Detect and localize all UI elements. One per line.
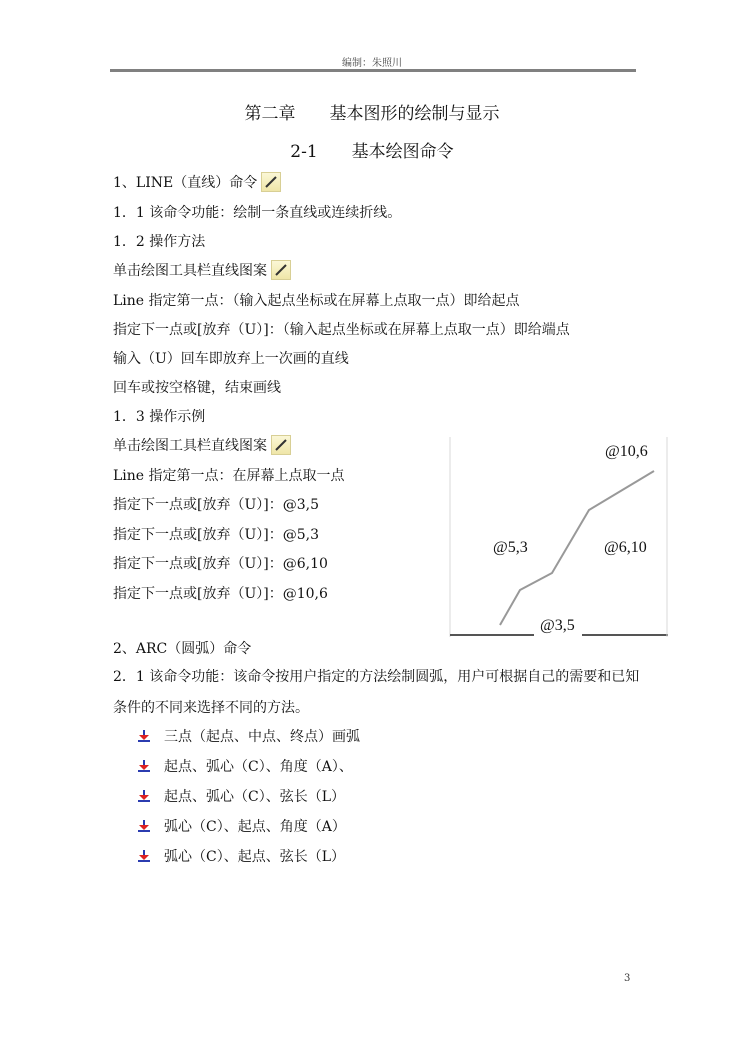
polyline-diagram (448, 437, 668, 637)
arrow-bullet-icon (138, 760, 150, 772)
arrow-bullet-icon (138, 730, 150, 742)
line-function-text: 1．1 该命令功能：绘制一条直线或连续折线。 (113, 205, 402, 221)
example-step-5: 指定下一点或[放弃（U）]：@6,10 (113, 556, 328, 572)
arrow-bullet-icon (138, 820, 150, 832)
diagram-label-10-6: @10,6 (605, 443, 648, 460)
line-tool-icon (271, 435, 291, 455)
line-tool-icon (271, 260, 291, 280)
example-step-4: 指定下一点或[放弃（U）]：@5,3 (113, 527, 319, 543)
arrow-bullet-icon (138, 850, 150, 862)
method-step-4: 输入（U）回车即放弃上一次画的直线 (113, 351, 349, 367)
example-step-3: 指定下一点或[放弃（U）]：@3,5 (113, 497, 319, 513)
line-command-heading: 1、LINE（直线）命令 (113, 172, 281, 192)
arc-function-text: 2．1 该命令功能：该命令按用户指定的方法绘制圆弧，用户可根据自己的需要和已知条件的不同来选择不同的方法。 (113, 669, 640, 716)
diagram-label-5-3: @5,3 (493, 539, 528, 556)
diagram-label-6-10: @6,10 (604, 539, 647, 556)
section-title: 2-1 基本绘图命令 (290, 142, 454, 162)
list-item: 起点、弧心（C）、弦长（L） (138, 786, 345, 806)
example-step-2: Line 指定第一点：在屏幕上点取一点 (113, 468, 345, 484)
header-rule (110, 69, 636, 72)
line-tool-icon (261, 172, 281, 192)
method-step-1: 单击绘图工具栏直线图案 (113, 260, 291, 280)
list-item: 三点（起点、中点、终点）画弧 (138, 726, 360, 746)
arrow-bullet-icon (138, 790, 150, 802)
diagram-label-3-5: @3,5 (540, 617, 575, 634)
chapter-title: 第二章 基本图形的绘制与显示 (244, 104, 500, 124)
list-item: 弧心（C）、起点、角度（A） (138, 816, 346, 836)
line-method-heading: 1．2 操作方法 (113, 234, 206, 250)
list-item: 起点、弧心（C）、角度（A）、 (138, 756, 353, 776)
page-number: 3 (624, 973, 631, 984)
example-step-6: 指定下一点或[放弃（U）]：@10,6 (113, 586, 328, 602)
list-item: 弧心（C）、起点、弦长（L） (138, 846, 345, 866)
line-example-heading: 1．3 操作示例 (113, 409, 206, 425)
method-step-5: 回车或按空格键，结束画线 (113, 380, 281, 396)
arc-command-heading: 2、ARC（圆弧）命令 (113, 641, 252, 657)
method-step-3: 指定下一点或[放弃（U）]：（输入起点坐标或在屏幕上点取一点）即给端点 (113, 322, 570, 338)
example-step-1: 单击绘图工具栏直线图案 (113, 435, 291, 455)
page-header: 编制：朱照川 (342, 58, 402, 69)
method-step-2: Line 指定第一点：（输入起点坐标或在屏幕上点取一点）即给起点 (113, 293, 520, 309)
